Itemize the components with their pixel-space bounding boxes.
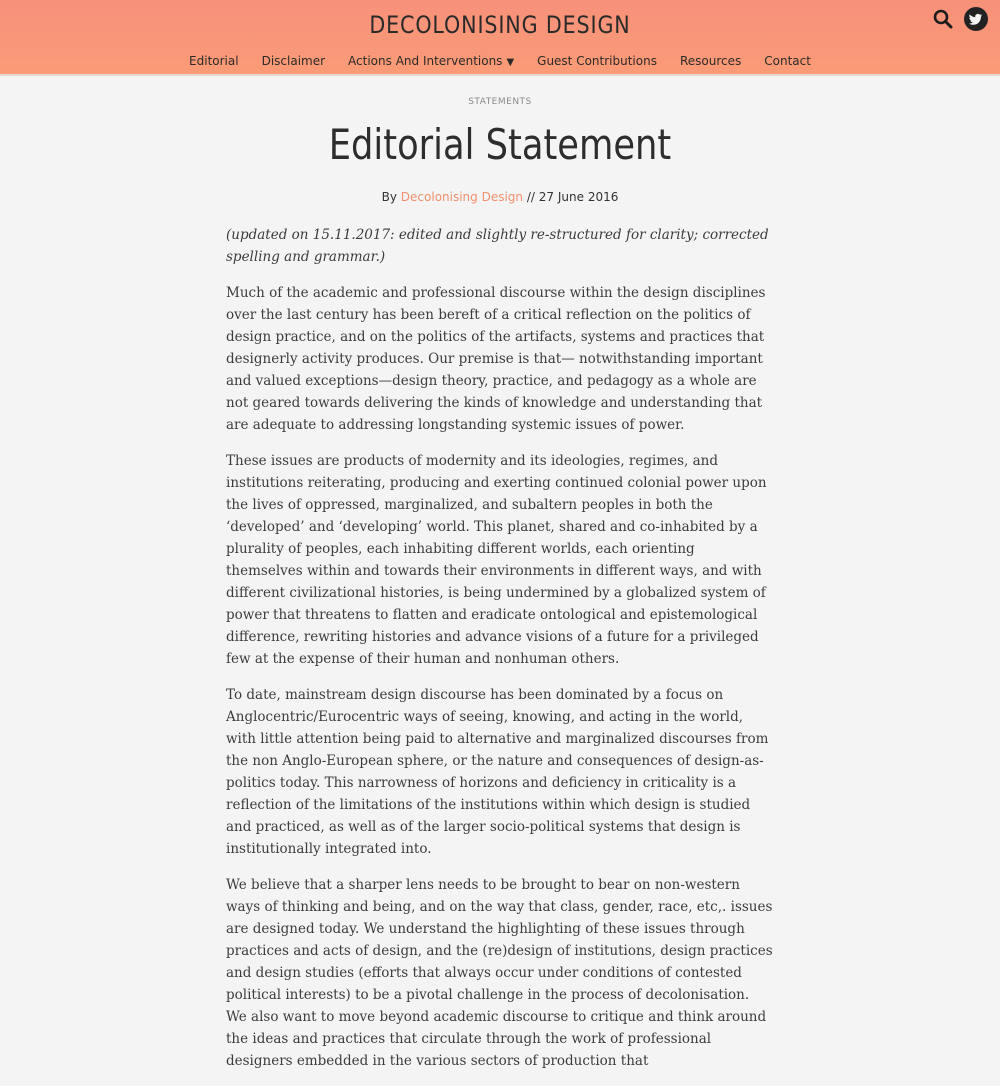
search-button[interactable] — [931, 7, 955, 31]
post-date: 27 June 2016 — [538, 190, 619, 204]
main-nav — [0, 50, 1000, 72]
nav-item-guest-contributions[interactable]: Guest Contributions — [537, 54, 657, 68]
post-category[interactable]: STATEMENTS — [468, 97, 532, 107]
caret-down-icon: ▼ — [506, 57, 515, 68]
article-body — [226, 224, 774, 1086]
article-paragraph: To date, mainstream design discourse has been dominated by a focus on Anglocentric/Eurocentric ways of seeing, knowing, and acting in the world, with little attention being paid to alternative and marginalized discourses from the non Anglo-European sphere, or the nature and consequences of design-as-politics today. This narrowness of horizons and deficiency in criticality is a reflection of the limitations of the institutions within which design is studied and practiced, as well as of the larger socio-political systems that design is institutionally integrated into. — [226, 687, 769, 857]
page-title: Editorial Statement — [328, 120, 672, 169]
nav-item-disclaimer[interactable]: Disclaimer — [261, 54, 326, 68]
nav-item-actions-label: Actions And Interventions — [348, 54, 503, 68]
article-paragraph: Much of the academic and professional discourse within the design disciplines over the last century has been bereft of a critical reflection on the politics of design practice, and on the politics of the artifacts, systems and practices that designerly activity produces. Our premise is that— notwithstanding important and valued exceptions—design theory, practice, and pedagogy as a whole are not geared towards delivering the kinds of knowledge and understanding that are adequate to addressing longstanding systemic issues of power. — [226, 285, 766, 433]
byline-by-label: By — [381, 190, 397, 204]
search-icon — [931, 7, 955, 31]
article-paragraph: These issues are products of modernity and its ideologies, regimes, and institutions reiterating, producing and exerting continued colonial power upon the lives of oppressed, marginalized, and subaltern peoples in both the ‘developed’ and ‘developing’ world. This planet, shared and co-inhabited by a plurality of peoples, each inhabiting different worlds, each orienting themselves within and towards their environments in different ways, and with different civilizational histories, is being undermined by a globalized system of power that threatens to flatten and eradicate ontological and epistemological difference, rewriting histories and advance visions of a future for a privileged few at the expense of their human and nonhuman others. — [226, 453, 767, 667]
nav-item-contact[interactable]: Contact — [764, 54, 811, 68]
nav-item-resources[interactable]: Resources — [679, 54, 742, 68]
nav-item-editorial[interactable]: Editorial — [189, 54, 239, 68]
nav-item-actions-and-interventions[interactable] — [348, 50, 514, 72]
site-header — [0, 0, 1000, 76]
site-title[interactable]: DECOLONISING DESIGN — [369, 11, 631, 39]
twitter-icon — [964, 7, 988, 31]
author-link[interactable]: Decolonising Design — [400, 190, 524, 204]
update-note: (updated on 15.11.2017: edited and slightly re-structured for clarity; corrected spelling and grammar.) — [226, 227, 769, 265]
article-paragraph: We believe that a sharper lens needs to be brought to bear on non-western ways of thinking and being, and on the way that class, gender, race, etc,. issues are designed today. We understand the highlighting of these issues through practices and acts of design, and the (re)design of institutions, design practices and design studies (efforts that always occur under conditions of contested political interests) to be a pivotal challenge in the process of decolonisation. We also want to move beyond academic discourse to critique and think around the ideas and practices that circulate through the work of professional designers embedded in the various sectors of production that — [226, 877, 773, 1069]
twitter-button[interactable] — [964, 7, 988, 31]
date-separator: // — [526, 190, 535, 204]
byline — [0, 188, 1000, 206]
